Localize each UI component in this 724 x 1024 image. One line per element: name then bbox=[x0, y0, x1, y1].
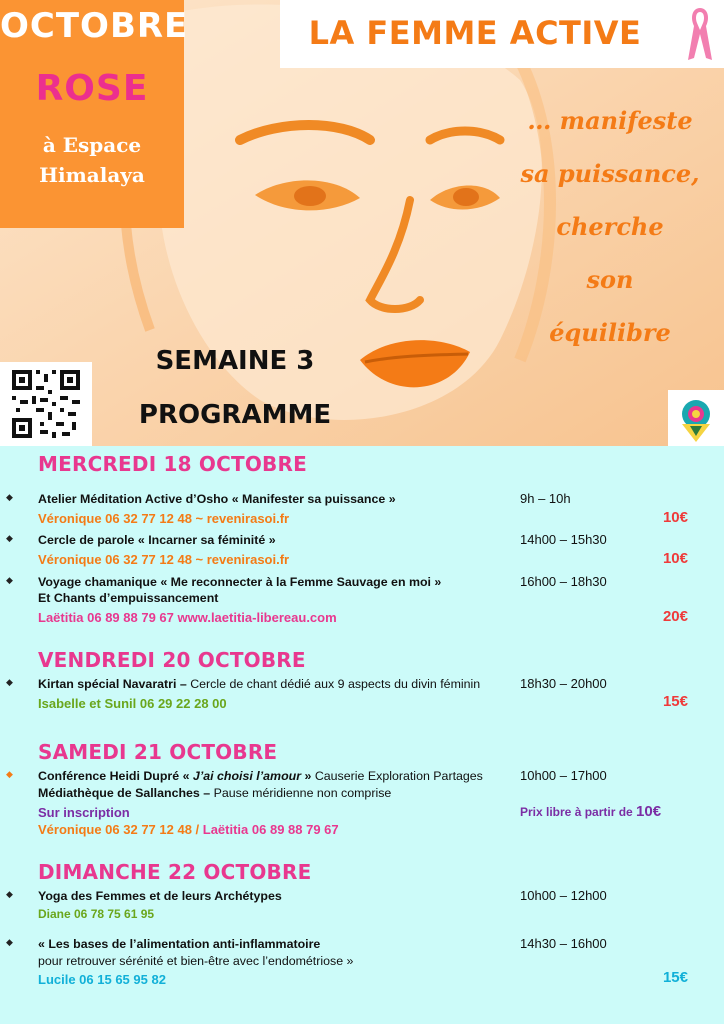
contact-laetitia[interactable]: Laëtitia 06 89 88 79 67 bbox=[202, 822, 339, 837]
event-time: 10h00 – 12h00 bbox=[520, 888, 607, 903]
event-contact[interactable]: Lucile 06 15 65 95 82 bbox=[38, 972, 166, 987]
event-price: 10€ bbox=[662, 509, 688, 526]
event-title-italic: J’ai choisi l’amour bbox=[192, 769, 302, 783]
event-contact[interactable] bbox=[38, 822, 339, 837]
event-time: 18h30 – 20h00 bbox=[520, 676, 607, 691]
event-location bbox=[38, 786, 391, 800]
event-time: 16h00 – 18h30 bbox=[520, 574, 607, 589]
week-line: SEMAINE 3 bbox=[155, 346, 315, 376]
himalaya-logo bbox=[668, 390, 724, 446]
day-title-saturday: SAMEDI 21 OCTOBRE bbox=[38, 740, 278, 764]
event-title bbox=[38, 769, 483, 783]
poster-header bbox=[0, 0, 724, 446]
tagline-line-1: … manifeste bbox=[527, 106, 693, 135]
bullet-icon: ◆ bbox=[6, 770, 13, 780]
event-title: « Les bases de l’alimentation anti-inflammatoire bbox=[38, 937, 321, 951]
event-time: 10h00 – 17h00 bbox=[520, 768, 607, 783]
event-subtitle bbox=[38, 954, 353, 968]
event-title: Cercle de parole « Incarner sa féminité » bbox=[38, 533, 276, 547]
title-box bbox=[280, 0, 724, 68]
event-contact[interactable]: Diane 06 78 75 61 95 bbox=[38, 907, 155, 921]
event-title: Voyage chamanique « Me reconnecter à la Femme Sauvage en moi » bbox=[38, 575, 442, 589]
event-subtitle: Et Chants d’empuissancement bbox=[38, 591, 219, 605]
event-title-end: » bbox=[301, 769, 315, 783]
tagline-line-3: cherche bbox=[556, 212, 664, 241]
event-time: 14h00 – 15h30 bbox=[520, 532, 607, 547]
event-price: 10€ bbox=[636, 803, 662, 820]
place-line-1: à Espace bbox=[42, 133, 142, 157]
bullet-icon: ◆ bbox=[6, 938, 13, 948]
month-rose: ROSE bbox=[35, 68, 149, 109]
day-title-sunday: DIMANCHE 22 OCTOBRE bbox=[38, 860, 312, 884]
week-program-title bbox=[120, 334, 350, 442]
bullet-icon: ◆ bbox=[6, 534, 13, 544]
tagline-line-2: sa puissance, bbox=[520, 159, 700, 188]
bullet-icon: ◆ bbox=[6, 576, 13, 586]
qr-code-icon bbox=[0, 362, 92, 446]
event-price: 15€ bbox=[662, 693, 688, 710]
bullet-icon: ◆ bbox=[6, 678, 13, 688]
main-title: LA FEMME ACTIVE bbox=[308, 14, 642, 52]
event-price: 15€ bbox=[662, 969, 688, 986]
tagline-line-5: équilibre bbox=[549, 318, 671, 347]
event-subtitle-text: pour retrouver sérénité et bien-être avec l’endométriose » bbox=[38, 954, 354, 968]
event-time: 9h – 10h bbox=[520, 491, 571, 506]
day-title-wednesday: MERCREDI 18 OCTOBRE bbox=[38, 452, 307, 476]
month-box bbox=[0, 0, 189, 228]
event-title-strong: Conférence Heidi Dupré « bbox=[38, 769, 193, 783]
event-title-strong: Kirtan spécial Navaratri – bbox=[38, 677, 191, 691]
event-price: 20€ bbox=[662, 608, 688, 625]
event-location-strong: Médiathèque de Sallanches – bbox=[38, 786, 214, 800]
mandala-logo-icon bbox=[668, 390, 724, 446]
event-title: Atelier Méditation Active d’Osho « Manifester sa puissance » bbox=[38, 492, 396, 506]
event-contact[interactable]: Véronique 06 32 77 12 48 ~ revenirasoi.fr bbox=[38, 552, 290, 567]
tagline bbox=[500, 94, 720, 359]
event-title: Yoga des Femmes et de leurs Archétypes bbox=[38, 889, 282, 903]
event-contact[interactable]: Isabelle et Sunil 06 29 22 28 00 bbox=[38, 696, 227, 711]
pink-ribbon-icon bbox=[684, 4, 716, 64]
event-contact[interactable]: Laëtitia 06 89 88 79 67 www.laetitia-libereau.com bbox=[38, 610, 337, 625]
bullet-icon: ◆ bbox=[6, 890, 13, 900]
qr-code[interactable] bbox=[0, 362, 92, 446]
event-title-detail: Causerie Exploration Partages bbox=[314, 769, 483, 783]
event-title-detail: Cercle de chant dédié aux 9 aspects du divin féminin bbox=[190, 677, 481, 691]
event-time: 14h30 – 16h00 bbox=[520, 936, 607, 951]
contact-veronique[interactable]: Véronique 06 32 77 12 48 / bbox=[38, 822, 203, 837]
place-line-2: Himalaya bbox=[39, 163, 145, 187]
day-title-friday: VENDREDI 20 OCTOBRE bbox=[38, 648, 306, 672]
tagline-line-4: son bbox=[586, 265, 634, 294]
event-location-detail: Pause méridienne non comprise bbox=[213, 786, 392, 800]
event-place bbox=[0, 130, 184, 190]
price-label-text: Prix libre à partir de bbox=[520, 805, 637, 819]
event-price: 10€ bbox=[662, 550, 688, 567]
month-title: OCTOBRE bbox=[0, 6, 189, 46]
event-contact[interactable]: Véronique 06 32 77 12 48 ~ revenirasoi.fr bbox=[38, 511, 290, 526]
program-line: PROGRAMME bbox=[138, 400, 332, 430]
registration-note: Sur inscription bbox=[38, 805, 130, 820]
bullet-icon: ◆ bbox=[6, 493, 13, 503]
event-title bbox=[38, 677, 480, 691]
price-label bbox=[520, 803, 661, 820]
